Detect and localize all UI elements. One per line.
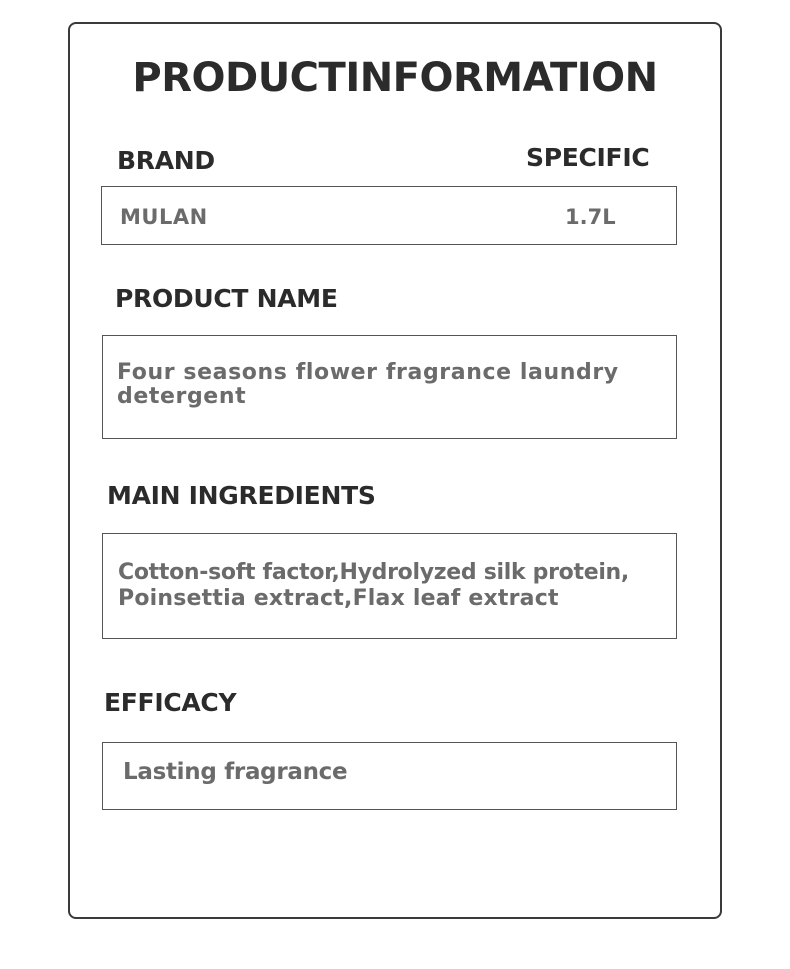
brand-value: MULAN xyxy=(120,205,208,229)
specific-label: SPECIFIC xyxy=(526,143,650,172)
efficacy-value: Lasting fragrance xyxy=(123,759,348,785)
product-name-line2: detergent xyxy=(117,384,247,409)
main-ingredients-line1: Cotton-soft factor,Hydrolyzed silk protein, xyxy=(118,560,629,585)
brand-label: BRAND xyxy=(117,146,215,175)
main-ingredients-line2: Poinsettia extract,Flax leaf extract xyxy=(118,586,559,611)
specific-value: 1.7L xyxy=(565,205,616,229)
efficacy-label: EFFICACY xyxy=(104,688,237,717)
product-name-line1: Four seasons flower fragrance laundry xyxy=(117,360,619,385)
page-title: PRODUCTINFORMATION xyxy=(132,55,658,101)
product-name-label: PRODUCT NAME xyxy=(115,284,338,313)
main-ingredients-label: MAIN INGREDIENTS xyxy=(107,481,376,510)
